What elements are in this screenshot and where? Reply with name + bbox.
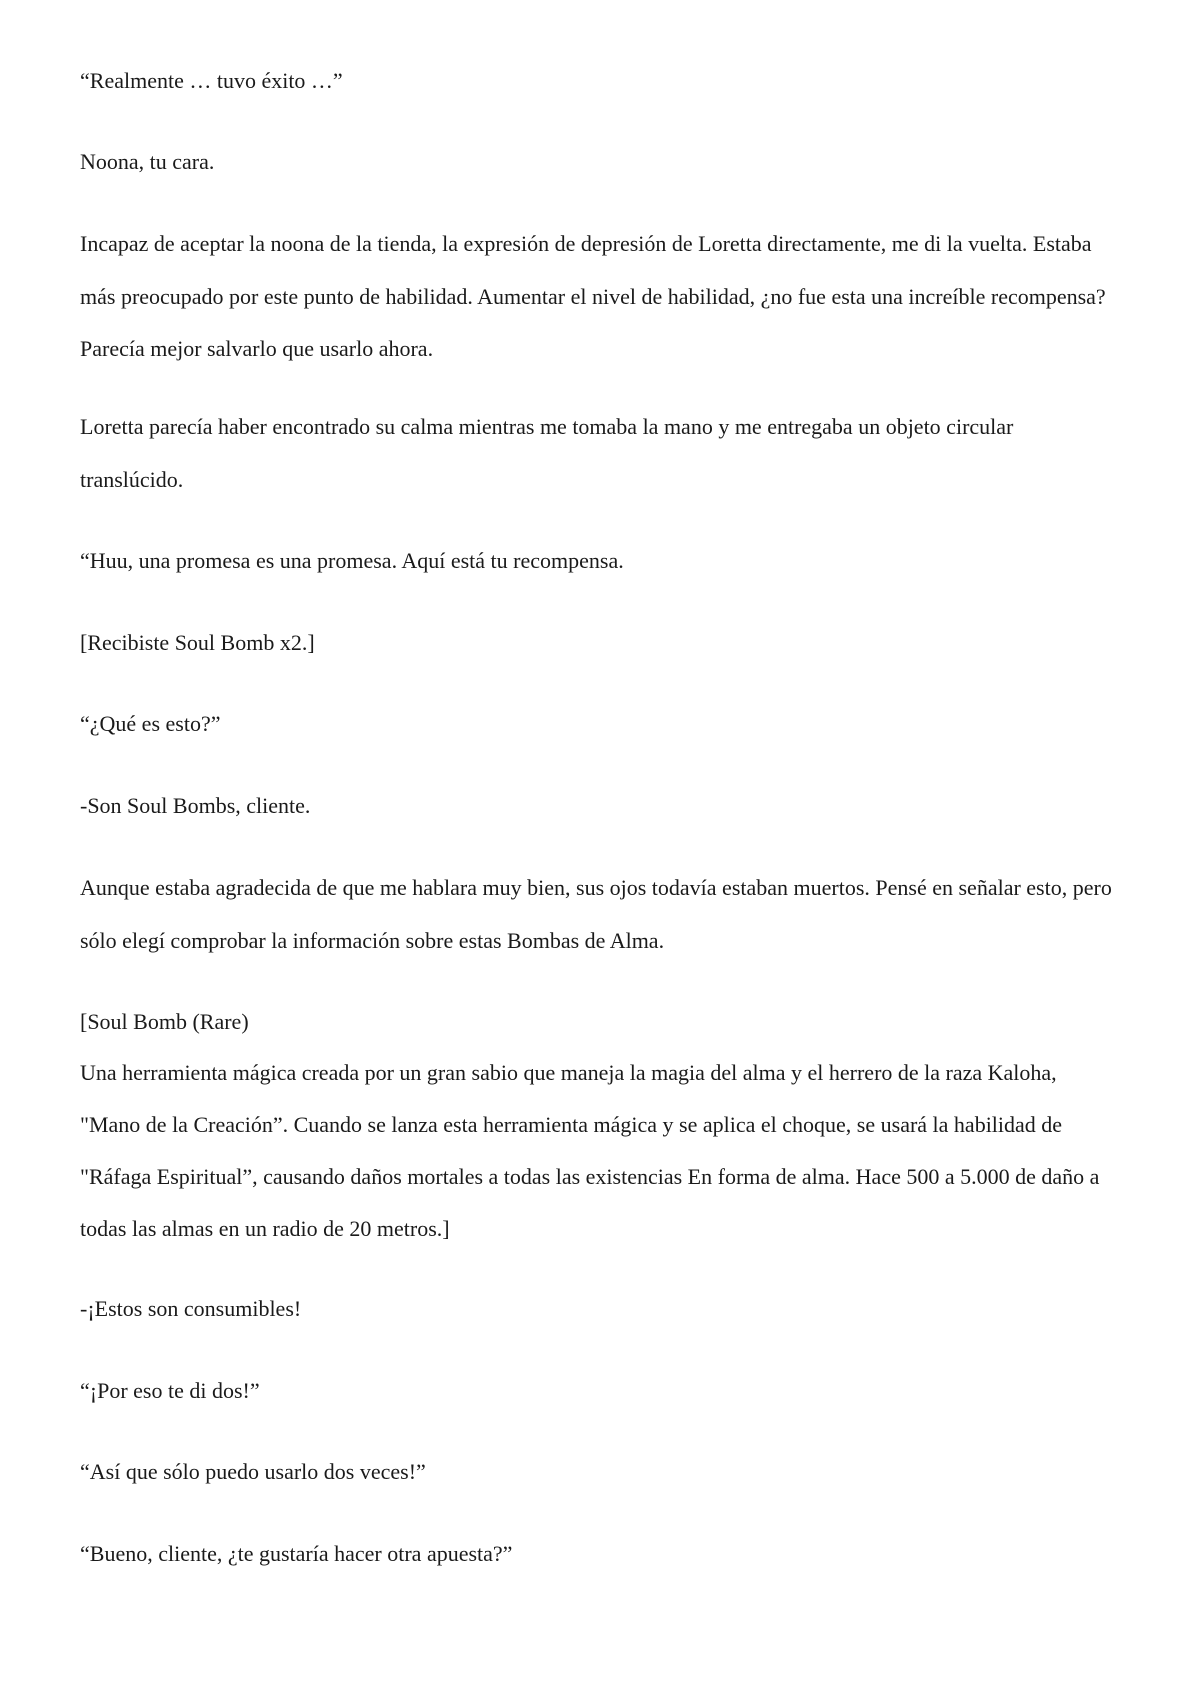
paragraph-2: Noona, tu cara.: [80, 149, 215, 174]
paragraph-9: Aunque estaba agradecida de que me hablara muy bien, sus ojos todavía estaban muertos. Pensé en señalar esto, pero sólo elegí comprobar la información sobre estas Bombas de Alma.: [80, 875, 1112, 953]
paragraph-15: “Bueno, cliente, ¿te gustaría hacer otra apuesta?”: [80, 1541, 513, 1566]
paragraph-13: “¡Por eso te di dos!”: [80, 1378, 260, 1403]
paragraph-12: -¡Estos son consumibles!: [80, 1296, 302, 1321]
paragraph-5: “Huu, una promesa es una promesa. Aquí está tu recompensa.: [80, 548, 624, 573]
paragraph-8: -Son Soul Bombs, cliente.: [80, 793, 311, 818]
item-title: [Soul Bomb (Rare): [80, 1009, 249, 1034]
paragraph-6: [Recibiste Soul Bomb x2.]: [80, 630, 315, 655]
paragraph-14: “Así que sólo puedo usarlo dos veces!”: [80, 1459, 426, 1484]
item-description: Una herramienta mágica creada por un gran sabio que maneja la magia del alma y el herrero de la raza Kaloha, "Mano de la Creación”. Cuando se lanza esta herramienta mágica y se aplica el choque, se usará la habilidad de "Ráfaga Espiritual”, causando daños mortales a todas las existencias En forma de alma. Hace 500 a 5.000 de daño a todas las almas en un radio de 20 metros.]: [80, 1060, 1100, 1241]
paragraph-3: Incapaz de aceptar la noona de la tienda, la expresión de depresión de Loretta directamente, me di la vuelta. Estaba más preocupado por este punto de habilidad. Aumentar el nivel de habilidad, ¿no fue esta una increíble recompensa? Parecía mejor salvarlo que usarlo ahora.: [80, 231, 1106, 361]
paragraph-7: “¿Qué es esto?”: [80, 711, 221, 736]
paragraph-4: Loretta parecía haber encontrado su calma mientras me tomaba la mano y me entregaba un objeto circular translúcido.: [80, 414, 1014, 492]
paragraph-1: “Realmente … tuvo éxito …”: [80, 68, 343, 93]
